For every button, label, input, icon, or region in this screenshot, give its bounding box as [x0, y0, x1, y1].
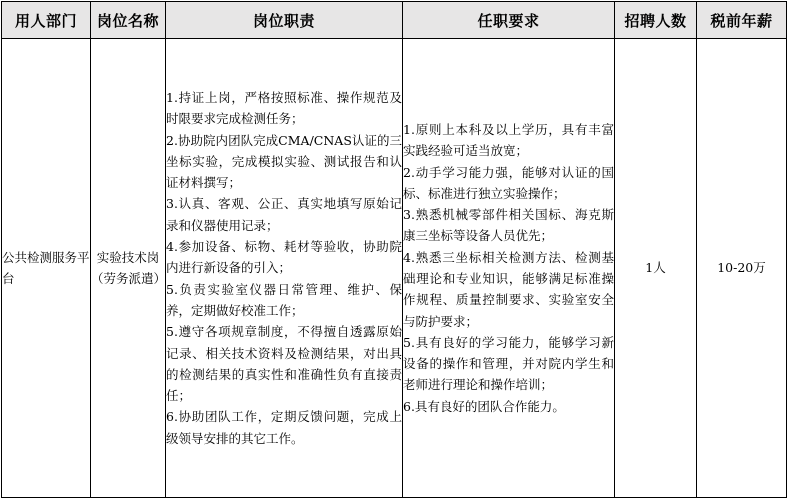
requirement-item: 3.熟悉机械零部件相关国标、海克斯康三坐标等设备人员优先；	[403, 207, 614, 244]
duty-item: 2.协助院内团队完成CMA/CNAS认证的三坐标实验，完成模拟实验、测试报告和认证材料撰写；	[166, 132, 402, 191]
table-row	[2, 39, 787, 498]
requirement-item: 1.原则上本科及以上学历，具有丰富实践经验可适当放宽；	[403, 121, 614, 159]
header-department: 用人部门	[2, 2, 91, 39]
duty-item: 4.参加设备、标物、耗材等验收，协助院内进行新设备的引入；	[166, 239, 402, 276]
header-duties: 岗位职责	[166, 2, 403, 39]
duty-item: 1.持证上岗，严格按照标准、操作规范及时限要求完成检测任务；	[166, 89, 402, 127]
job-posting-table	[1, 1, 787, 498]
department-cell: 公共检测服务平台	[2, 39, 91, 498]
header-headcount: 招聘人数	[615, 2, 697, 39]
header-position: 岗位名称	[91, 2, 166, 39]
duty-item: 6.协助团队工作，定期反馈问题，完成上级领导安排的其它工作。	[166, 409, 402, 446]
position-cell: 实验技术岗（劳务派遣）	[91, 39, 166, 498]
headcount-cell: 1人	[615, 39, 697, 498]
header-row	[2, 2, 787, 39]
requirement-item: 2.动手学习能力强，能够对认证的国标、标准进行独立实验操作；	[403, 164, 614, 201]
requirement-item: 6.具有良好的团队合作能力。	[403, 398, 565, 414]
header-requirements: 任职要求	[403, 2, 615, 39]
duty-item: 5.负责实验室仪器日常管理、维护、保养，定期做好校准工作；	[166, 281, 402, 318]
duty-item: 3.认真、客观、公正、真实地填写原始记录和仪器使用记录；	[166, 196, 402, 233]
requirement-item: 4.熟悉三坐标相关检测方法、检测基础理论和专业知识，能够满足标准操作规程、质量控制要求、实验室安全与防护要求；	[403, 249, 614, 329]
requirement-item: 5.具有良好的学习能力，能够学习新设备的操作和管理，并对院内学生和老师进行理论和操作培训；	[403, 334, 614, 393]
duty-item: 5.遵守各项规章制度，不得擅自透露原始记录、相关技术资料及检测结果，对出具的检测结果的真实性和准确性负有直接责任；	[166, 324, 402, 404]
salary-cell: 10-20万	[697, 39, 787, 498]
duties-cell	[166, 39, 403, 498]
requirements-cell	[403, 39, 615, 498]
header-salary: 税前年薪	[697, 2, 787, 39]
